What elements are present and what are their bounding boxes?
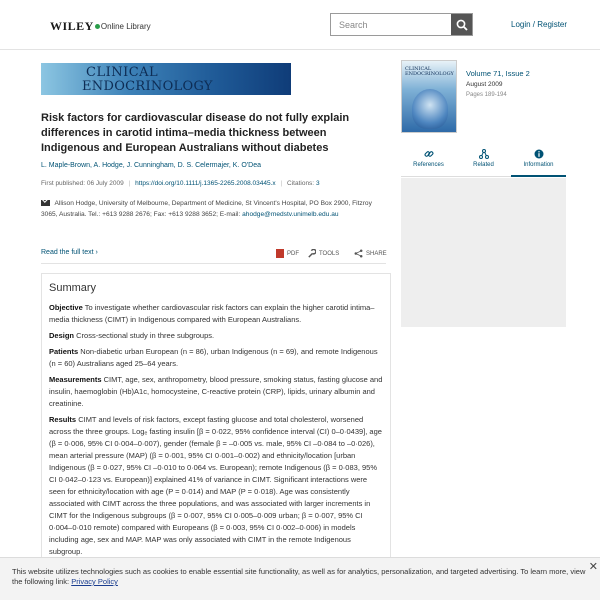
correspondence-email[interactable]: ahodge@medstv.unimelb.edu.au bbox=[242, 211, 339, 218]
share-icon bbox=[354, 249, 363, 258]
logo-dot-icon bbox=[95, 24, 100, 29]
wrench-icon bbox=[307, 249, 316, 258]
cookie-message bbox=[12, 567, 590, 587]
correspondence-text: Allison Hodge, University of Melbourne, Department of Medicine, St Vincent's Hospital, PO Box 2900, Fitzroy 3065, Australia. Tel.: +613 9288 2676; Fax: +613 9288 3652; E-mail: bbox=[41, 200, 372, 218]
network-icon bbox=[479, 149, 489, 159]
link-icon bbox=[424, 149, 434, 159]
cover-title-line1: CLINICAL bbox=[405, 66, 432, 72]
search-icon bbox=[456, 19, 468, 31]
site-header bbox=[0, 0, 600, 50]
article-actions bbox=[41, 248, 386, 264]
meta-divider: | bbox=[280, 180, 283, 187]
search-box bbox=[330, 13, 473, 36]
measurements-text: CIMT, age, sex, anthropometry, blood pressure, smoking status, fasting glucose and insulin, haemoglobin (Hb)A1c, homocysteine, C-reactive protein (CRP), lipids, urinary albumin and creatinine. bbox=[49, 375, 383, 408]
cookie-text: This website utilizes technologies such as cookies to enable essential site functionality, as well as for analytics, personalization, and targeted advertising. To learn more, view the following link: bbox=[12, 567, 586, 586]
pdf-icon bbox=[276, 249, 284, 258]
tools-label: TOOLS bbox=[319, 250, 340, 257]
author-list[interactable]: L. Maple-Brown, A. Hodge, J. Cunningham, D. S. Celermajer, K. O'Dea bbox=[41, 162, 261, 169]
share-button[interactable] bbox=[354, 249, 387, 258]
search-button[interactable] bbox=[451, 14, 472, 35]
cover-title-line2: ENDOCRINOLOGY bbox=[405, 71, 454, 77]
logo-wiley-text: WILEY bbox=[50, 19, 94, 33]
first-published-date: 06 July 2009 bbox=[86, 180, 124, 187]
cover-artwork bbox=[412, 89, 448, 129]
doi-link[interactable]: https://doi.org/10.1111/j.1365-2265.2008.03445.x bbox=[135, 180, 276, 187]
cover-title bbox=[405, 67, 454, 77]
login-register-link[interactable]: Login / Register bbox=[511, 20, 568, 29]
tab-related[interactable] bbox=[456, 146, 511, 177]
publication-meta bbox=[41, 180, 386, 187]
design-text: Cross-sectional study in three subgroups. bbox=[76, 331, 215, 340]
design-label: Design bbox=[49, 331, 75, 340]
summary-section bbox=[41, 273, 391, 558]
tab-related-label: Related bbox=[473, 162, 494, 168]
patients-text: Non-diabetic urban European (n = 86), urban Indigenous (n = 69), and remote Indigenous (n = 60) Australians aged 25–64 years. bbox=[49, 347, 378, 368]
cookie-banner bbox=[0, 557, 600, 600]
issue-info bbox=[466, 68, 576, 100]
privacy-policy-link[interactable]: Privacy Policy bbox=[71, 577, 118, 586]
share-label: SHARE bbox=[366, 250, 387, 257]
journal-banner[interactable] bbox=[41, 63, 291, 95]
measurements-label: Measurements bbox=[49, 375, 102, 384]
pdf-button[interactable] bbox=[276, 249, 299, 258]
envelope-icon bbox=[41, 200, 50, 206]
summary-heading: Summary bbox=[49, 282, 97, 294]
close-icon[interactable]: ✕ bbox=[588, 561, 598, 573]
correspondence bbox=[41, 198, 386, 220]
issue-date: August 2009 bbox=[466, 81, 503, 88]
issue-volume-link[interactable]: Volume 71, Issue 2 bbox=[466, 69, 530, 78]
wiley-logo[interactable] bbox=[50, 19, 151, 34]
summary-patients bbox=[49, 346, 384, 370]
article-title: Risk factors for cardiovascular disease do not fully explain differences in carotid intima–media thickness between Indigenous and European Australians without diabetes bbox=[41, 112, 350, 154]
tab-information[interactable] bbox=[511, 146, 566, 177]
journal-cover-image[interactable] bbox=[401, 60, 457, 133]
summary-design bbox=[49, 330, 384, 342]
search-input[interactable] bbox=[331, 14, 452, 35]
results-label: Results bbox=[49, 415, 77, 424]
objective-label: Objective bbox=[49, 303, 83, 312]
meta-divider: | bbox=[128, 180, 131, 187]
tab-information-label: Information bbox=[523, 162, 554, 168]
journal-banner-line1: CLINICAL bbox=[86, 65, 159, 80]
pdf-label: PDF bbox=[287, 250, 299, 257]
summary-results bbox=[49, 414, 384, 558]
issue-pages: Pages 189-194 bbox=[466, 92, 507, 98]
read-full-text-label: Read the full text bbox=[41, 249, 94, 256]
citations-count[interactable]: 3 bbox=[315, 180, 320, 187]
summary-objective bbox=[49, 302, 384, 326]
first-published-label: First published: bbox=[41, 180, 86, 187]
tab-references[interactable] bbox=[401, 146, 456, 177]
tab-references-label: References bbox=[413, 162, 444, 168]
logo-online-library-text: Online Library bbox=[100, 22, 151, 31]
read-full-text-link[interactable] bbox=[41, 249, 98, 256]
journal-banner-line2: ENDOCRINOLOGY bbox=[82, 79, 213, 94]
info-icon bbox=[534, 149, 544, 159]
patients-label: Patients bbox=[49, 347, 79, 356]
citations-label: Citations: bbox=[287, 180, 315, 187]
sidebar-tabs bbox=[401, 146, 566, 177]
summary-measurements bbox=[49, 374, 384, 410]
tools-button[interactable] bbox=[307, 249, 339, 258]
chevron-right-icon: › bbox=[95, 249, 98, 256]
objective-text: To investigate whether cardiovascular risk factors can explain the higher carotid intima–media thickness (CIMT) in Indigenous compared with European Australians. bbox=[49, 303, 375, 324]
information-panel bbox=[401, 178, 566, 327]
results-text: CIMT and levels of risk factors, except fasting glucose and total cholesterol, worsened across the three groups. Logₑ fasting insulin [β = 0·022, 95% confidence interval (CI) 0–0·0439], age (β = 0·006, 95% CI 0·004–0·007), gender (female β = –0·005 vs. male, 95% CI –0·084 to –0·026), mean arterial pressure (MAP) (β = 0·001, 95% CI 0·001–0·002) and ethnicity/location [urban Indigenous (β = 0·027, 95% CI –0·010 to 0·064 vs. European); remote Indigenous (β = 0·083, 95% CI 0·042–0·123 vs. European)] explained 41% of variance in CIMT. Significant interactions were seen for ethnicity/location with age (P = 0·014) and MAP (P = 0·018). Age was consistently associated with CIMT across the three populations, and was associated with larger increments in CIMT for the Indigenous subgroups (β = 0·007, 95% CI 0·005–0·009 urban; β = 0·007, 95% CI 0·004–0·010 remote) compared with Europeans (β = 0·003, 95% CI 0·002–0·006) in models including age, sex and MAP. MAP was only associated with CIMT in the remote Indigenous subgroup. bbox=[49, 415, 382, 556]
